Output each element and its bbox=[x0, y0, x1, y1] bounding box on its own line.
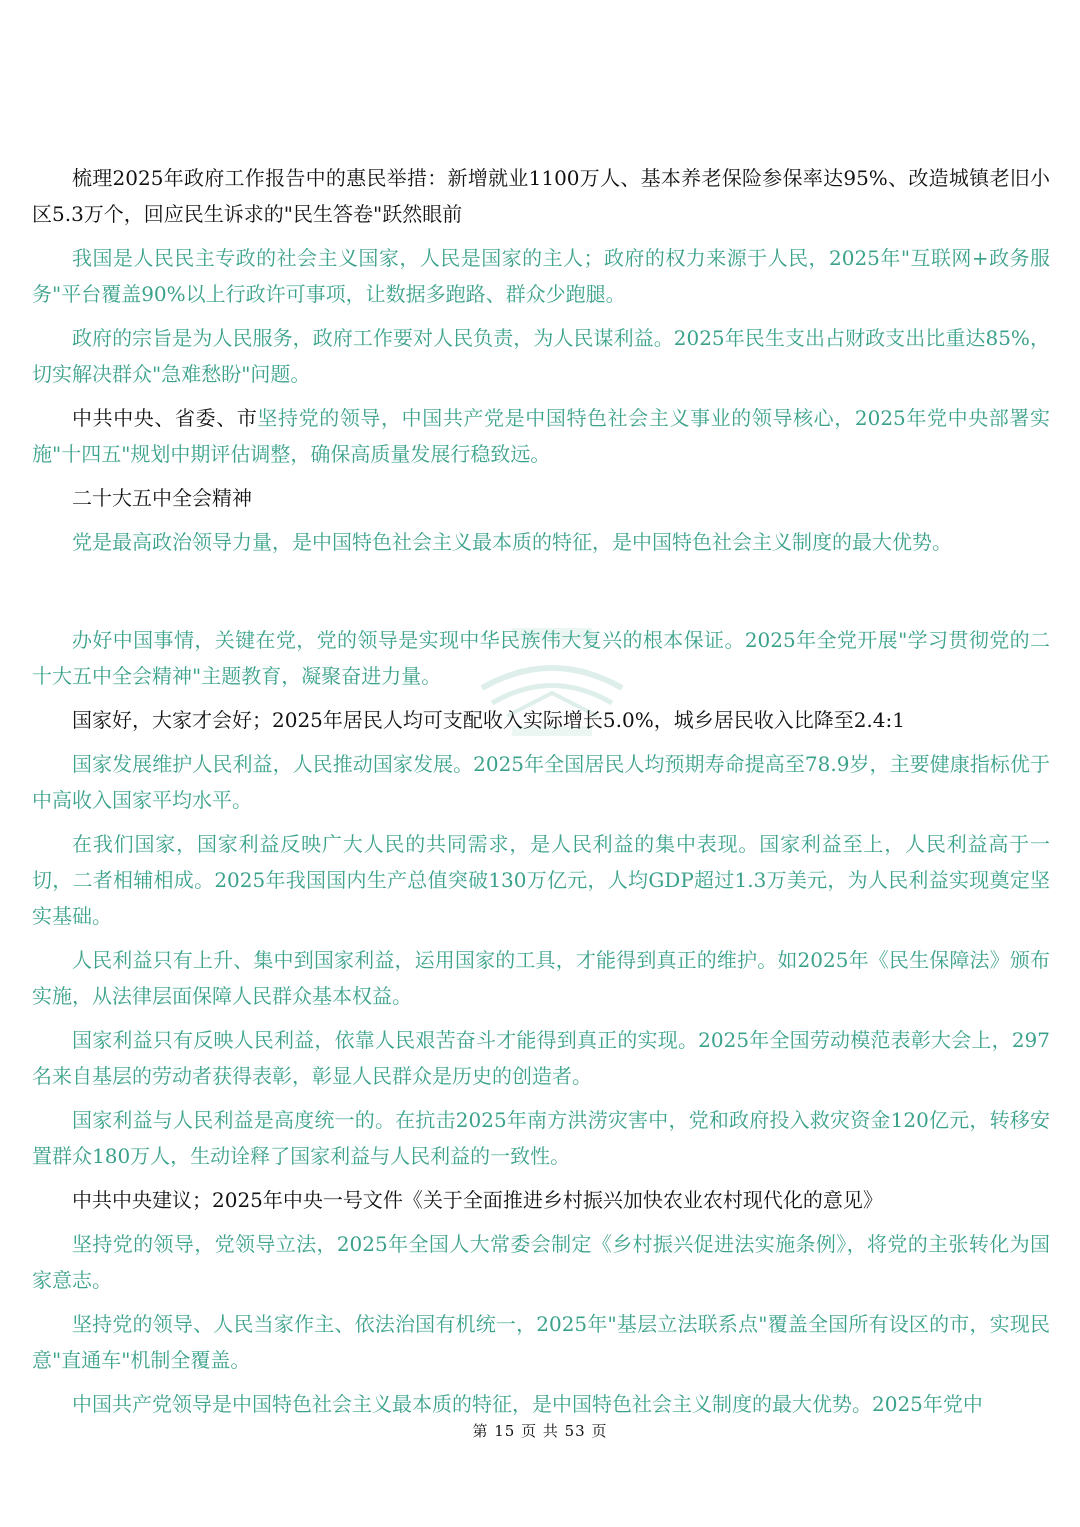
paragraph: 党是最高政治领导力量，是中国特色社会主义最本质的特征，是中国特色社会主义制度的最大优势。 bbox=[72, 530, 952, 554]
paragraph: 政府的宗旨是为人民服务，政府工作要对人民负责，为人民谋利益。2025年民生支出占财政支出比重达85%，切实解决群众"急难愁盼"问题。 bbox=[32, 326, 1050, 386]
paragraph-lead: 中共中央、省委、市 bbox=[72, 406, 258, 430]
paragraph: 坚持党的领导，党领导立法，2025年全国人大常委会制定《乡村振兴促进法实施条例》，将党的主张转化为国家意志。 bbox=[32, 1232, 1050, 1292]
paragraph: 梳理2025年政府工作报告中的惠民举措：新增就业1100万人、基本养老保险参保率达95%、改造城镇老旧小区5.3万个，回应民生诉求的"民生答卷"跃然眼前 bbox=[32, 166, 1050, 226]
paragraph: 国家好，大家才会好；2025年居民人均可支配收入实际增长5.0%，城乡居民收入比降至2.4:1 bbox=[72, 708, 905, 732]
paragraph-rest: 坚持党的领导，中国共产党是中国特色社会主义事业的领导核心，2025年党中央部署实施"十四五"规划中期评估调整，确保高质量发展行稳致远。 bbox=[32, 406, 1050, 466]
paragraph: 中国共产党领导是中国特色社会主义最本质的特征，是中国特色社会主义制度的最大优势。2025年党中 bbox=[72, 1392, 983, 1416]
paragraph bbox=[32, 400, 1050, 472]
document-body bbox=[32, 160, 1050, 1430]
blank-space bbox=[32, 568, 1050, 622]
paragraph: 人民利益只有上升、集中到国家利益，运用国家的工具，才能得到真正的维护。如2025年《民生保障法》颁布实施，从法律层面保障人民群众基本权益。 bbox=[32, 948, 1050, 1008]
paragraph: 二十大五中全会精神 bbox=[72, 486, 252, 510]
paragraph: 国家利益与人民利益是高度统一的。在抗击2025年南方洪涝灾害中，党和政府投入救灾资金120亿元，转移安置群众180万人，生动诠释了国家利益与人民利益的一致性。 bbox=[32, 1108, 1050, 1168]
paragraph: 国家发展维护人民利益，人民推动国家发展。2025年全国居民人均预期寿命提高至78.9岁，主要健康指标优于中高收入国家平均水平。 bbox=[32, 752, 1050, 812]
paragraph: 国家利益只有反映人民利益，依靠人民艰苦奋斗才能得到真正的实现。2025年全国劳动模范表彰大会上，297名来自基层的劳动者获得表彰，彰显人民群众是历史的创造者。 bbox=[32, 1028, 1050, 1088]
paragraph: 我国是人民民主专政的社会主义国家，人民是国家的主人；政府的权力来源于人民，2025年"互联网+政务服务"平台覆盖90%以上行政许可事项，让数据多跑路、群众少跑腿。 bbox=[32, 246, 1050, 306]
paragraph: 在我们国家，国家利益反映广大人民的共同需求，是人民利益的集中表现。国家利益至上，人民利益高于一切，二者相辅相成。2025年我国国内生产总值突破130万亿元，人均GDP超过1.3万美元，为人民利益实现奠定坚实基础。 bbox=[32, 832, 1050, 928]
paragraph: 坚持党的领导、人民当家作主、依法治国有机统一，2025年"基层立法联系点"覆盖全国所有设区的市，实现民意"直通车"机制全覆盖。 bbox=[32, 1312, 1050, 1372]
paragraph: 办好中国事情，关键在党，党的领导是实现中华民族伟大复兴的根本保证。2025年全党开展"学习贯彻党的二十大五中全会精神"主题教育，凝聚奋进力量。 bbox=[32, 628, 1050, 688]
paragraph: 中共中央建议；2025年中央一号文件《关于全面推进乡村振兴加快农业农村现代化的意见》 bbox=[72, 1188, 883, 1212]
page-number-footer: 第 15 页 共 53 页 bbox=[472, 1422, 608, 1440]
